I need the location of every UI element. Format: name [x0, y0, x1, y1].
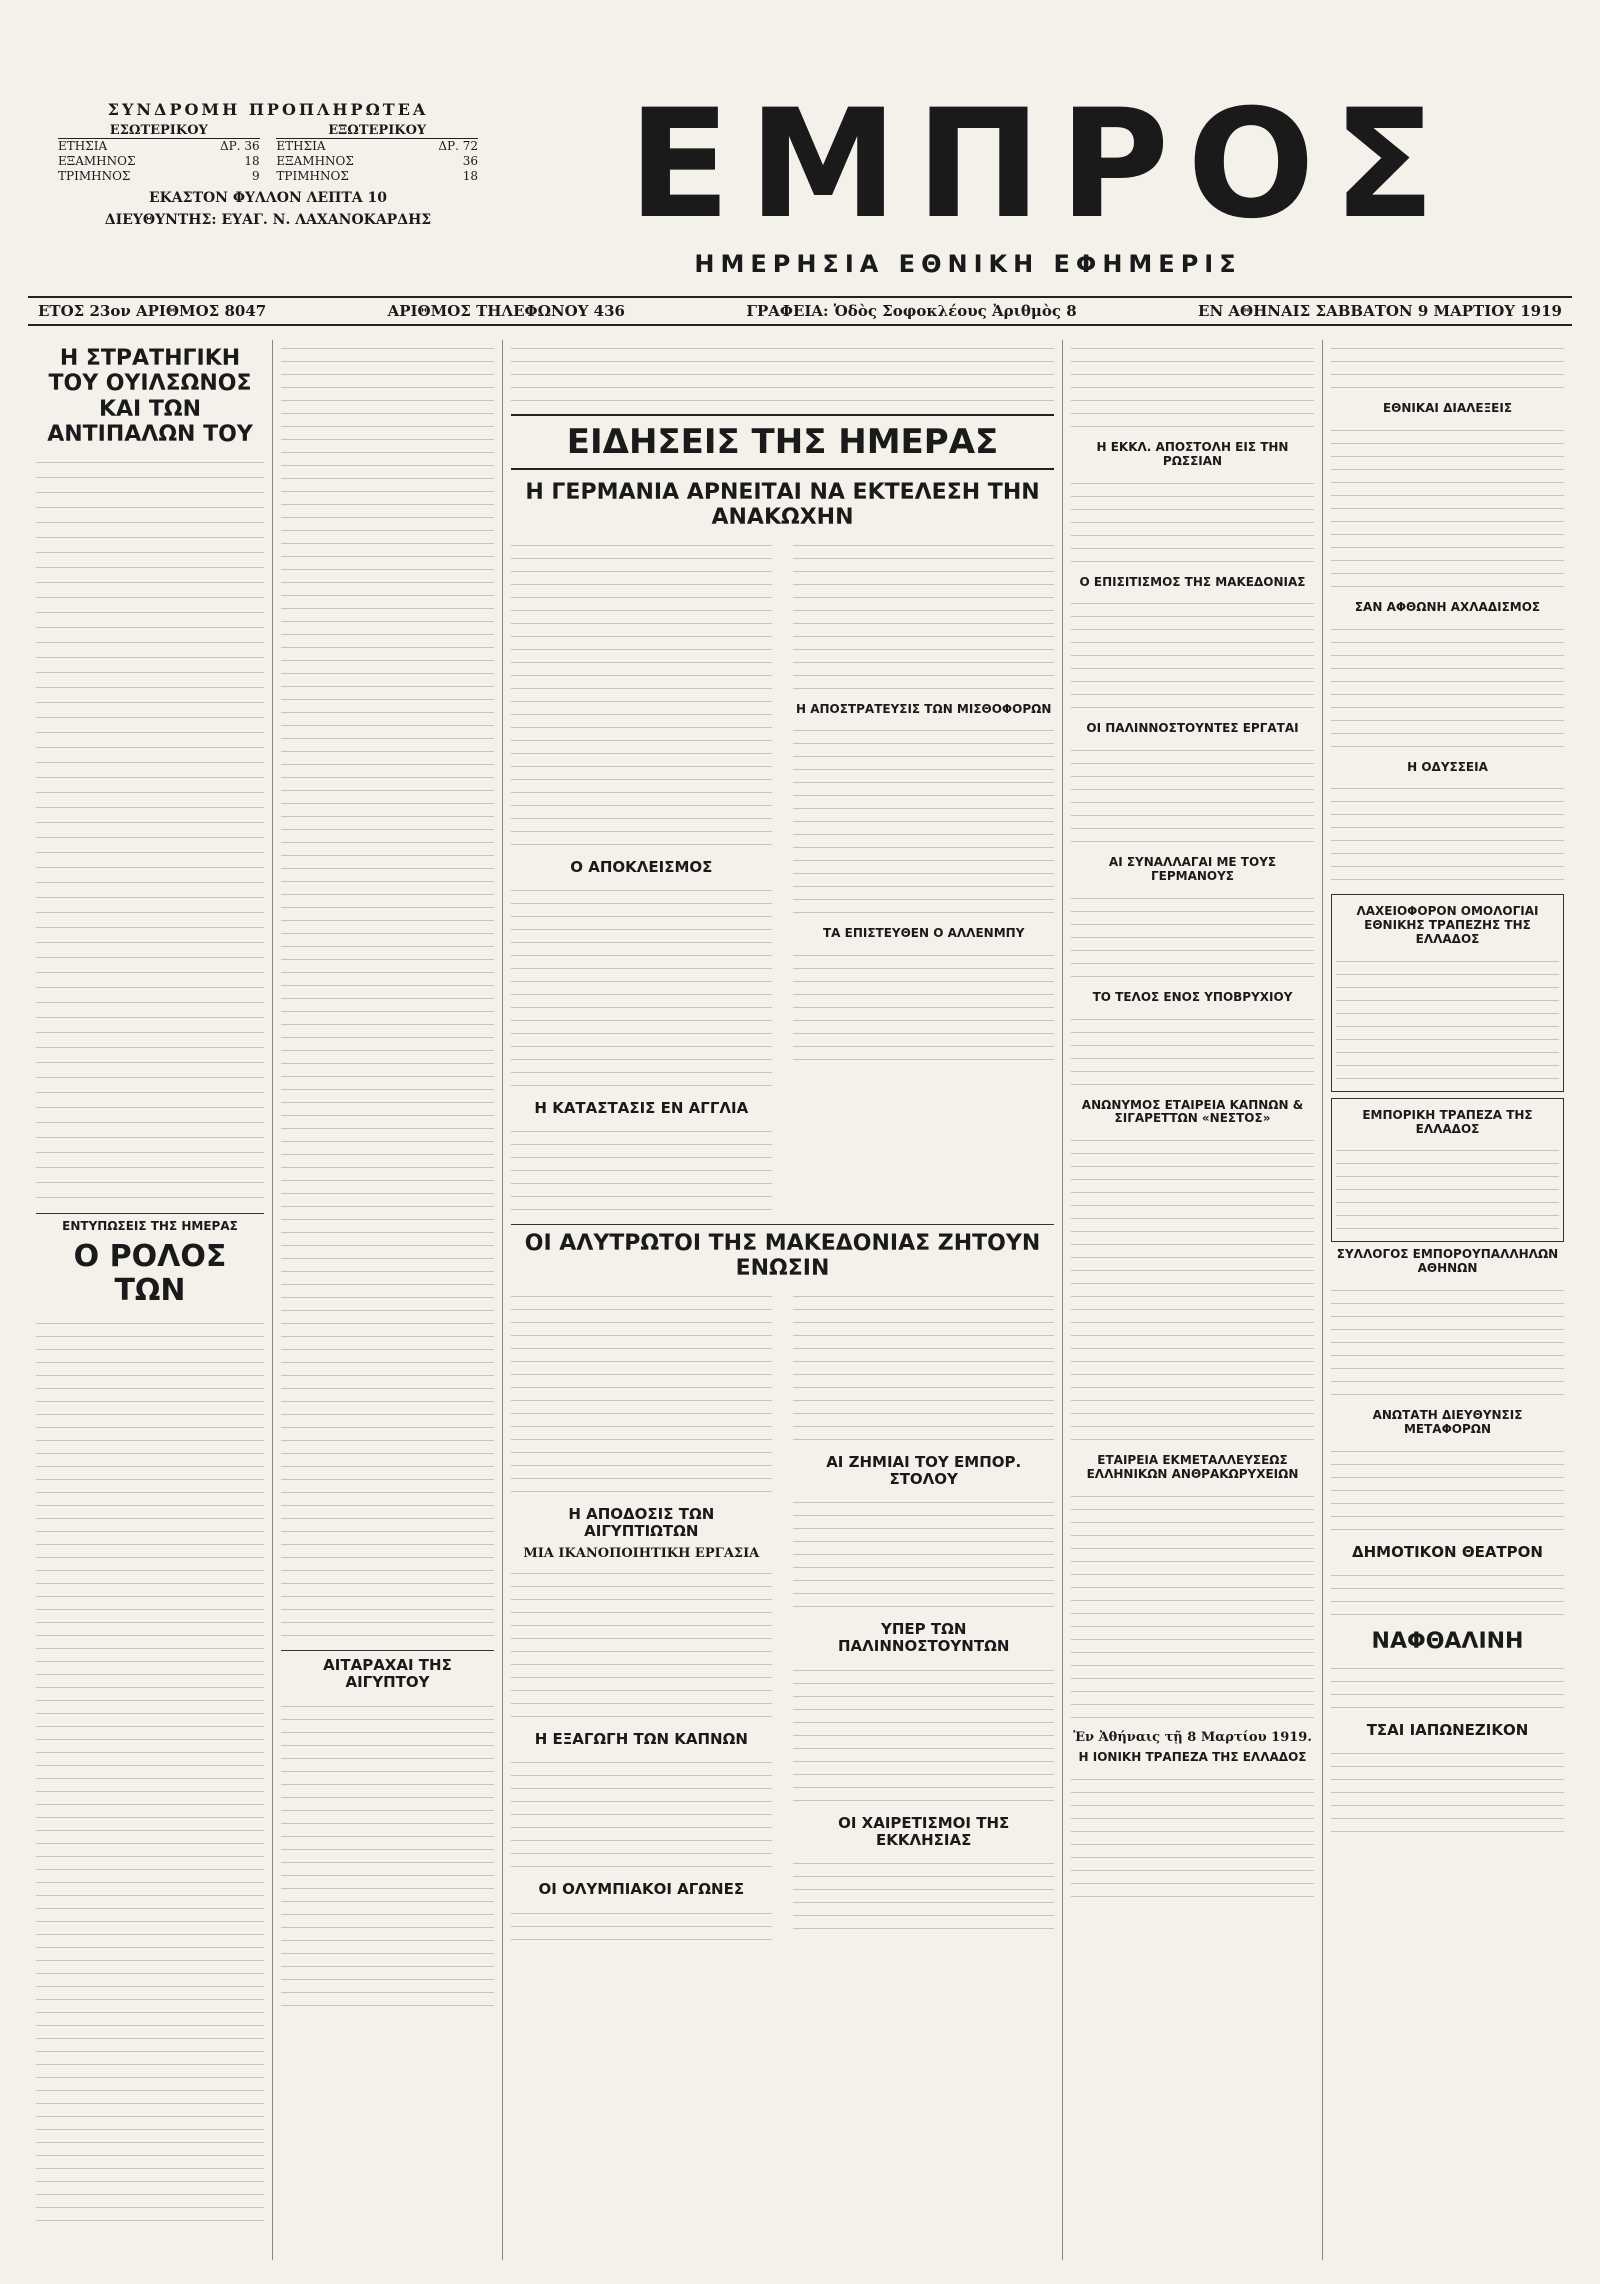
column-5 — [1063, 340, 1323, 2260]
dateline-bar — [28, 296, 1572, 326]
col5-headline: ΑΙ ΣΥΝΑΛΛΑΓΑΙ ΜΕ ΤΟΥΣ ΓΕΡΜΑΝΟΥΣ — [1108, 855, 1277, 883]
column-2-text — [281, 340, 494, 1644]
year-issue: ΕΤΟΣ 23ον ΑΡΙΘΜΟΣ 8047 — [38, 302, 267, 320]
offices-address: ΓΡΑΦΕΙΑ: Ὁδὸς Σοφοκλέους Ἀριθμὸς 8 — [746, 302, 1077, 320]
column-6 — [1323, 340, 1572, 2260]
news-item-headline: Ο ΑΠΟΚΛΕΙΣΜΟΣ — [570, 857, 713, 876]
price-value: ΔΡ. 36 — [219, 139, 260, 153]
col6-headline: ΝΑΦΘΑΛΙΝΗ — [1371, 1628, 1524, 1654]
news-sub-headline: ΜΙΑ ΙΚΑΝΟΠΟΙΗΤΙΚΗ ΕΡΓΑΣΙΑ — [523, 1546, 760, 1562]
col6-headline: ΕΘΝΙΚΑΙ ΔΙΑΛΕΞΕΙΣ — [1382, 401, 1513, 415]
commercial-bank-box — [1331, 1098, 1564, 1243]
lead-article-text — [36, 453, 264, 1207]
foreign-prices — [276, 123, 478, 184]
price-period: ΤΡΙΜΗΝΟΣ — [276, 169, 349, 183]
price-value: 18 — [462, 169, 478, 183]
foreign-label: ΕΞΩΤΕΡΙΚΟΥ — [276, 123, 478, 139]
news-columns-lower — [511, 1288, 1054, 1948]
domestic-label: ΕΣΩΤΕΡΙΚΟΥ — [58, 123, 260, 139]
news-col-right-lower — [793, 1288, 1054, 1948]
col5-headline: Η ΕΚΚΛ. ΑΠΟΣΤΟΛΗ ΕΙΣ ΤΗΝ ΡΩΣΣΙΑΝ — [1096, 440, 1289, 468]
news-col-left — [511, 537, 772, 1219]
news-main-headline: Η ΓΕΡΜΑΝΙΑ ΑΡΝΕΙΤΑΙ ΝΑ ΕΚΤΕΛΕΣΗ ΤΗΝ ΑΝΑΚΩΧΗΝ — [525, 480, 1040, 531]
impressions-section-title: ΕΝΤΥΠΩΣΕΙΣ ΤΗΣ ΗΜΕΡΑΣ — [62, 1219, 238, 1234]
news-item-headline: ΤΑ ΕΠΙΣΤΕΥΘΕΝ Ο ΑΛΛΕΝΜΠΥ — [822, 926, 1025, 941]
lottery-bonds-box — [1331, 894, 1564, 1091]
news-top-text — [511, 340, 1054, 404]
price-period: ΕΞΑΜΗΝΟΣ — [276, 154, 354, 168]
phone-number: ΑΡΙΘΜΟΣ ΤΗΛΕΦΩΝΟΥ 436 — [387, 302, 625, 320]
price-value: 9 — [251, 169, 260, 183]
col6-headline: Η ΟΔΥΣΣΕΙΑ — [1407, 759, 1488, 774]
price-value: ΔΡ. 72 — [438, 139, 478, 153]
price-value: 36 — [462, 154, 478, 168]
per-copy-price: ΕΚΑΣΤΟΝ ΦΥΛΛΟΝ ΛΕΠΤΑ 10 — [148, 190, 388, 206]
col5-headline: ΑΝΩΝΥΜΟΣ ΕΤΑΙΡΕΙΑ ΚΑΠΝΩΝ & ΣΙΓΑΡΕΤΤΩΝ «ΝΕΣΤΟΣ» — [1081, 1097, 1304, 1126]
col5-headline: Η ΙΟΝΙΚΗ ΤΡΑΠΕΖΑ ΤΗΣ ΕΛΛΑΔΟΣ — [1078, 1749, 1307, 1764]
col5-headline: ΤΟ ΤΕΛΟΣ ΕΝΟΣ ΥΠΟΒΡΥΧΙΟΥ — [1092, 989, 1293, 1004]
price-period: ΕΞΑΜΗΝΟΣ — [58, 154, 136, 168]
news-item-headline: Η ΚΑΤΑΣΤΑΣΙΣ ΕΝ ΑΓΓΛΙΑ — [534, 1098, 749, 1117]
news-item-headline: ΟΙ ΟΛΥΜΠΙΑΚΟΙ ΑΓΩΝΕΣ — [538, 1880, 745, 1899]
impressions-headline: Ο ΡΟΛΟΣ ΤΩΝ — [73, 1238, 227, 1309]
news-item-headline: ΑΙ ΖΗΜΙΑΙ ΤΟΥ ΕΜΠΟΡ. ΣΤΟΛΟΥ — [826, 1452, 1022, 1488]
col6-headline: ΕΜΠΟΡΙΚΗ ΤΡΑΠΕΖΑ ΤΗΣ ΕΛΛΑΔΟΣ — [1362, 1107, 1533, 1136]
issue-date: ΕΝ ΑΘΗΝΑΙΣ ΣΑΒΒΑΤΟΝ 9 ΜΑΡΤΙΟΥ 1919 — [1198, 302, 1562, 320]
egypt-headline: ΑΙΤΑΡΑΧΑΙ ΤΗΣ ΑΙΓΥΠΤΟΥ — [323, 1656, 452, 1692]
news-banner: ΕΙΔΗΣΕΙΣ ΤΗΣ ΗΜΕΡΑΣ — [511, 414, 1054, 470]
lead-article-headline: Η ΣΤΡΑΤΗΓΙΚΗ ΤΟΥ ΟΥΙΛΣΩΝΟΣ ΚΑΙ ΤΩΝ ΑΝΤΙΠΑΛΩΝ ΤΟΥ — [47, 346, 253, 447]
col6-headline: ΑΝΩΤΑΤΗ ΔΙΕΥΘΥΝΣΙΣ ΜΕΤΑΦΟΡΩΝ — [1372, 1407, 1523, 1436]
column-2 — [273, 340, 503, 2260]
news-item-headline: Η ΕΞΑΓΩΓΗ ΤΩΝ ΚΑΠΝΩΝ — [534, 1730, 748, 1749]
price-period: ΕΤΗΣΙΑ — [58, 139, 108, 153]
news-col-right — [793, 537, 1054, 1219]
col5-headline: ΟΙ ΠΑΛΙΝΝΟΣΤΟΥΝΤΕΣ ΕΡΓΑΤΑΙ — [1086, 721, 1299, 736]
subscription-title: ΣΥΝΔΡΟΜΗ ΠΡΟΠΛΗΡΩΤΕΑ — [107, 100, 429, 119]
news-item-headline: ΟΙ ΧΑΙΡΕΤΙΣΜΟΙ ΤΗΣ ΕΚΚΛΗΣΙΑΣ — [838, 1813, 1010, 1849]
col6-headline: ΣΑΝ ΑΦΘΩΝΗ ΑΧΛΑΔΙΣΜΟΣ — [1354, 599, 1541, 614]
col5-headline: ΕΤΑΙΡΕΙΑ ΕΚΜΕΤΑΛΛΕΥΣΕΩΣ ΕΛΛΗΝΙΚΩΝ ΑΝΘΡΑΚΩΡΥΧΕΙΩΝ — [1086, 1453, 1299, 1481]
domestic-prices — [58, 123, 260, 184]
egypt-text — [281, 1698, 494, 2014]
col6-headline: ΣΥΛΛΟΓΟΣ ΕΜΠΟΡΟΥΠΑΛΛΗΛΩΝ ΑΘΗΝΩΝ — [1336, 1247, 1559, 1276]
news-columns — [511, 537, 1054, 1219]
impressions-text — [36, 1315, 264, 2229]
newspaper-page — [28, 60, 1572, 2260]
col5-headline: Ο ΕΠΙΣΙΤΙΣΜΟΣ ΤΗΣ ΜΑΚΕΔΟΝΙΑΣ — [1079, 574, 1306, 589]
subscription-box — [58, 100, 478, 228]
col6-headline: ΤΣΑΙ ΙΑΠΩΝΕΖΙΚΟΝ — [1366, 1721, 1529, 1740]
news-block — [503, 340, 1063, 2260]
newspaper-subtitle: ΗΜΕΡΗΣΙΑ ΕΘΝΙΚΗ ΕΦΗΜΕΡΙΣ — [694, 250, 1242, 278]
news-item-headline: Η ΑΠΟΣΤΡΑΤΕΥΣΙΣ ΤΩΝ ΜΙΣΘΟΦΟΡΩΝ — [795, 701, 1052, 716]
column-1 — [28, 340, 273, 2260]
columns — [28, 340, 1572, 2260]
price-period: ΤΡΙΜΗΝΟΣ — [58, 169, 131, 183]
col6-headline: ΔΗΜΟΤΙΚΟΝ ΘΕΑΤΡΟΝ — [1352, 1542, 1543, 1561]
price-period: ΕΤΗΣΙΑ — [276, 139, 326, 153]
price-value: 18 — [244, 154, 260, 168]
col5-date-line: Ἐν Ἀθήναις τῇ 8 Μαρτίου 1919. — [1073, 1729, 1312, 1745]
news-item-headline: Η ΑΠΟΔΟΣΙΣ ΤΩΝ ΑΙΓΥΠΤΙΩΤΩΝ — [568, 1504, 715, 1540]
news-item-headline: ΟΙ ΑΛΥΤΡΩΤΟΙ ΤΗΣ ΜΑΚΕΔΟΝΙΑΣ ΖΗΤΟΥΝ ΕΝΩΣΙΝ — [524, 1231, 1041, 1282]
newspaper-logo: ΕΜΠΡΟΣ — [628, 78, 1454, 252]
col6-headline: ΛΑΧΕΙΟΦΟΡΟΝ ΟΜΟΛΟΓΙΑΙ ΕΘΝΙΚΗΣ ΤΡΑΠΕΖΗΣ ΤΗΣ ΕΛΛΑΔΟΣ — [1356, 904, 1539, 946]
news-col-left-lower — [511, 1288, 772, 1948]
news-item-headline: ΥΠΕΡ ΤΩΝ ΠΑΛΙΝΝΟΣΤΟΥΝΤΩΝ — [837, 1620, 1010, 1656]
director-line: ΔΙΕΥΘΥΝΤΗΣ: ΕΥΑΓ. Ν. ΛΑΧΑΝΟΚΑΡΔΗΣ — [104, 212, 432, 228]
